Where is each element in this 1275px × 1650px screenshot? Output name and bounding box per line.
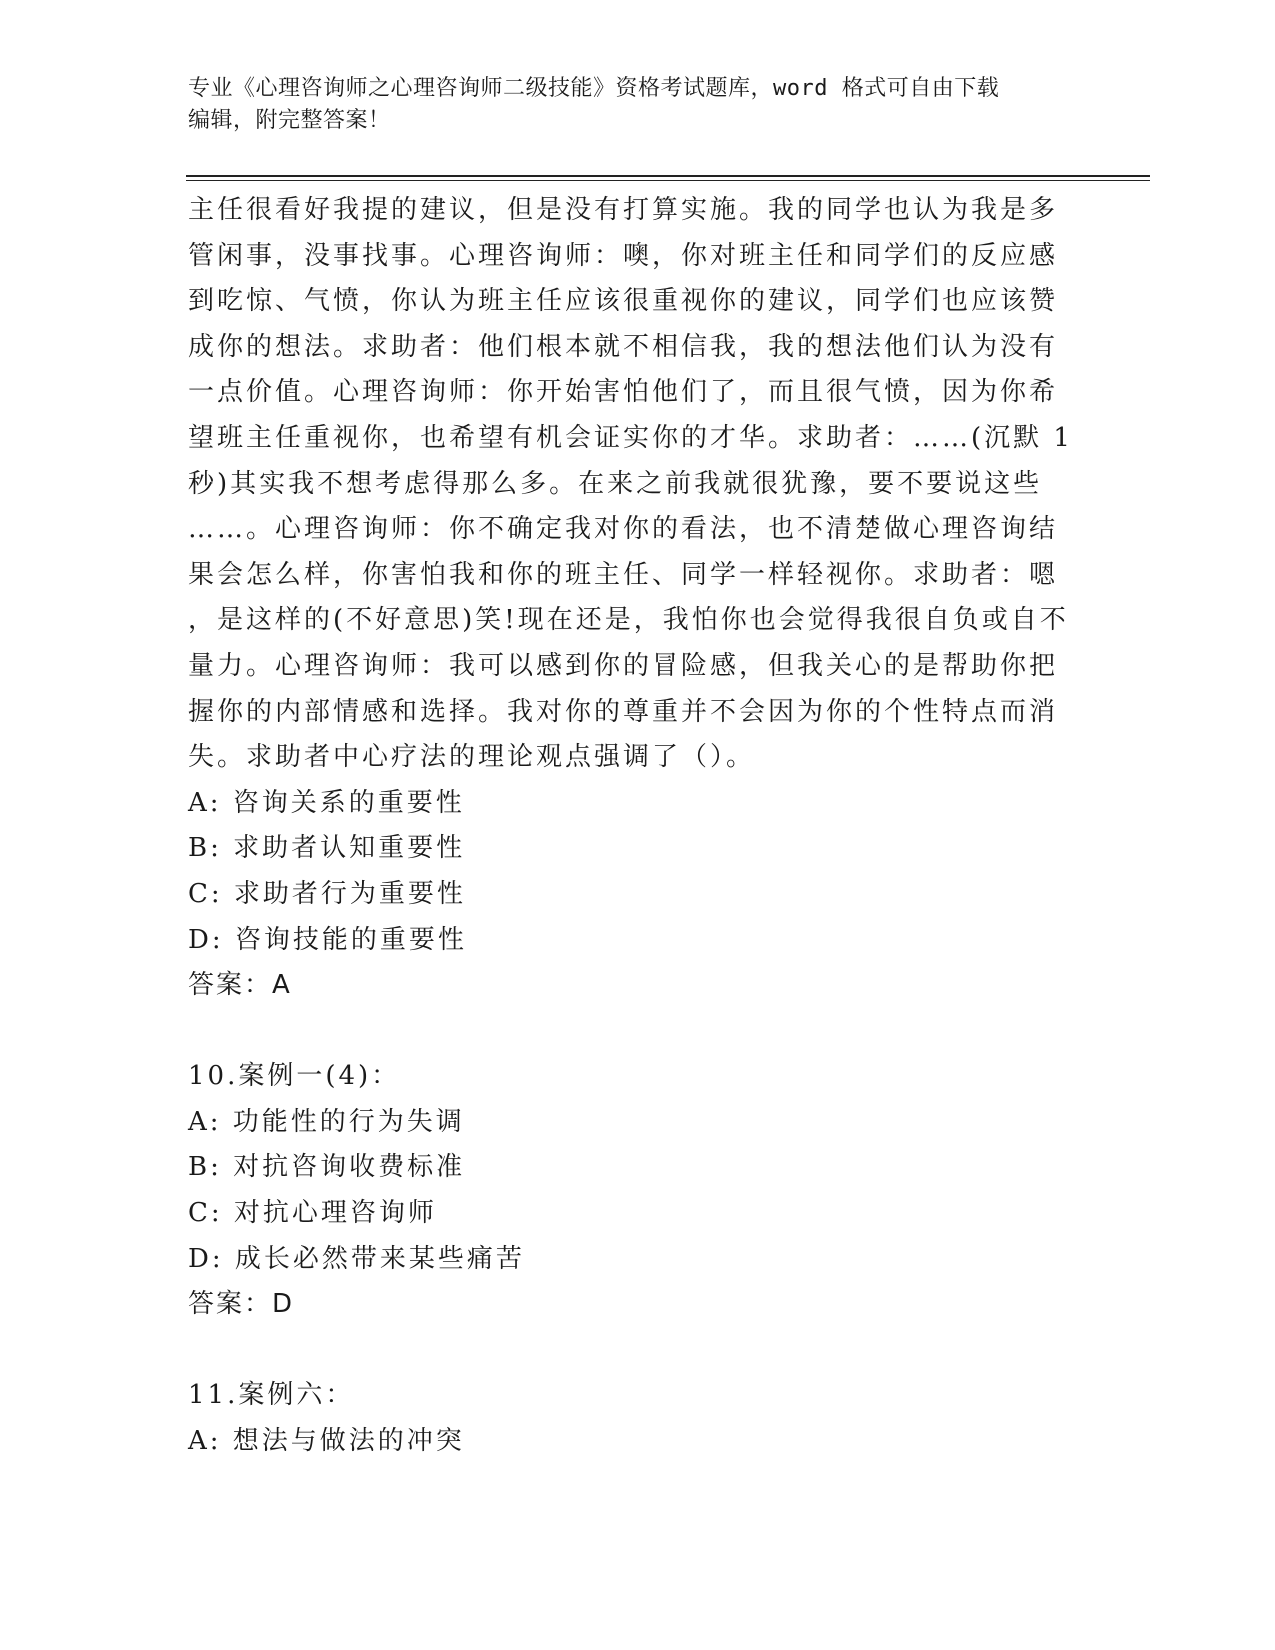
option-d: D: 成长必然带来某些痛苦 bbox=[188, 1243, 525, 1274]
header-divider-thick bbox=[186, 175, 1150, 177]
passage-line: 秒)其实我不想考虑得那么多。在来之前我就很犹豫，要不要说这些 bbox=[188, 468, 1043, 499]
question-10-options bbox=[188, 1100, 1088, 1282]
option-a: A: 咨询关系的重要性 bbox=[188, 787, 465, 818]
question-9-passage bbox=[188, 188, 1088, 781]
option-a: A: 想法与做法的冲突 bbox=[188, 1426, 465, 1457]
header-line-2: 编辑，附完整答案！ bbox=[188, 108, 391, 133]
passage-line: 主任很看好我提的建议，但是没有打算实施。我的同学也认为我是多 bbox=[188, 195, 1059, 225]
passage-line: 一点价值。心理咨询师：你开始害怕他们了，而且很气愤，因为你希 bbox=[188, 377, 1059, 408]
passage-line: 望班主任重视你，也希望有机会证实你的才华。求助者：……(沉默 1 bbox=[188, 422, 1073, 453]
passage-line: 失。求助者中心疗法的理论观点强调了（）。 bbox=[188, 742, 756, 773]
question-10-title: 10.案例一(4)： bbox=[188, 1061, 401, 1092]
question-11-title: 11.案例六： bbox=[188, 1380, 355, 1411]
question-10-answer: 答案：D bbox=[188, 1289, 295, 1320]
passage-line: 握你的内部情感和选择。我对你的尊重并不会因为你的个性特点而消 bbox=[188, 696, 1059, 727]
passage-line: 果会怎么样，你害怕我和你的班主任、同学一样轻视你。求助者：嗯 bbox=[188, 559, 1059, 590]
passage-line: 量力。心理咨询师：我可以感到你的冒险感，但我关心的是帮助你把 bbox=[188, 650, 1059, 681]
option-b: B: 对抗咨询收费标准 bbox=[188, 1152, 466, 1183]
question-9-options bbox=[188, 781, 1088, 963]
document-body bbox=[188, 188, 1088, 1465]
passage-line: 管闲事，没事找事。心理咨询师：噢，你对班主任和同学们的反应感 bbox=[188, 240, 1059, 271]
spacer bbox=[188, 1328, 1088, 1374]
passage-line: 到吃惊、气愤，你认为班主任应该很重视你的建议，同学们也应该赞 bbox=[188, 286, 1059, 317]
passage-line: ……。心理咨询师：你不确定我对你的看法，也不清楚做心理咨询结 bbox=[188, 514, 1059, 545]
option-a: A: 功能性的行为失调 bbox=[188, 1106, 465, 1137]
option-c: C: 求助者行为重要性 bbox=[188, 878, 466, 909]
page-header bbox=[188, 73, 1088, 137]
spacer bbox=[188, 1009, 1088, 1055]
option-d: D: 咨询技能的重要性 bbox=[188, 924, 467, 955]
option-b: B: 求助者认知重要性 bbox=[188, 833, 466, 864]
question-9-answer: 答案：A bbox=[188, 970, 292, 1001]
passage-line: 成你的想法。求助者：他们根本就不相信我，我的想法他们认为没有 bbox=[188, 331, 1059, 362]
option-c: C: 对抗心理咨询师 bbox=[188, 1198, 437, 1229]
header-divider-thin bbox=[186, 180, 1150, 181]
header-line-1: 专业《心理咨询师之心理咨询师二级技能》资格考试题库，word 格式可自由下载 bbox=[188, 76, 1000, 101]
passage-line: ，是这样的(不好意思)笑!现在还是，我怕你也会觉得我很自负或自不 bbox=[188, 605, 1069, 636]
question-11-options bbox=[188, 1419, 1088, 1465]
